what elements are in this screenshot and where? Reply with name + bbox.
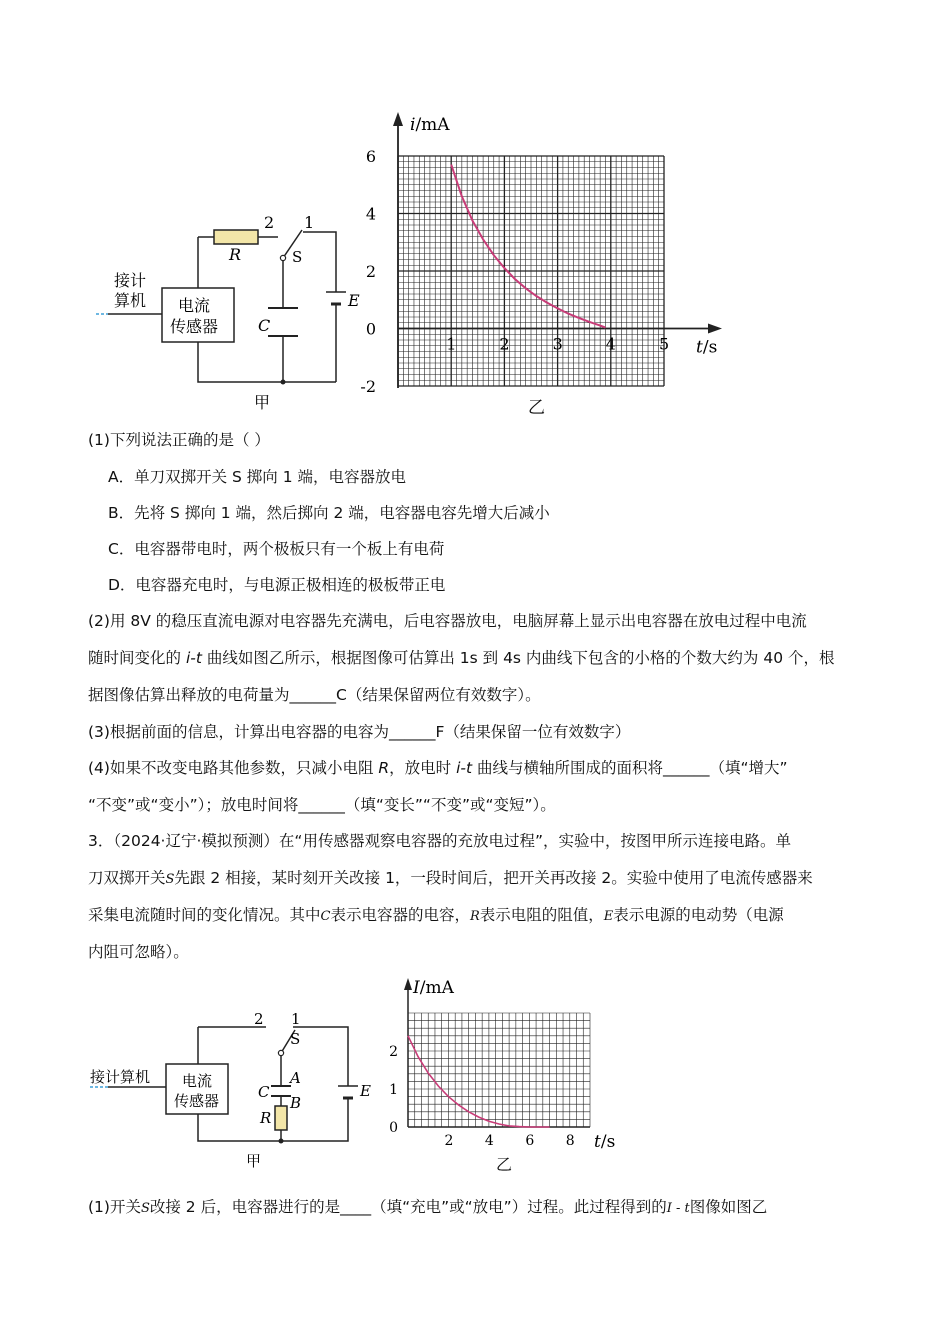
question-4-line-1: (4)如果不改变电路其他参数，只减小电阻 R，放电时 i-t 曲线与横轴所围成的面积将______（填“增大” [88, 759, 788, 777]
figure-caption-jia: 甲 [254, 393, 271, 412]
computer-label: 接计算机 [90, 1068, 151, 1086]
switch-label: S [290, 1030, 301, 1048]
emf-label: E [348, 291, 360, 310]
charge-current-graph [378, 975, 638, 1175]
terminal-1-label: 1 [291, 1010, 301, 1028]
option-c: C．电容器带电时，两个极板只有一个板上有电荷 [108, 540, 445, 558]
circuit-diagram-1 [88, 200, 378, 420]
circuit-diagram-2 [88, 1010, 378, 1175]
computer-label: 接计 [114, 271, 147, 290]
y-axis-label: I/mA [413, 978, 454, 998]
emf-label: E [360, 1082, 371, 1100]
x-tick-label: 1 [446, 334, 457, 354]
resistor-label: R [229, 245, 242, 264]
x-axis-label: t/s [696, 337, 718, 358]
resistor-icon [214, 230, 258, 244]
question-2-line-2: 随时间变化的 i-t 曲线如图乙所示，根据图像可估算出 1s 到 4s 内曲线下包含的小格的个数大约为 40 个，根 [88, 649, 835, 667]
terminal-2-label: 2 [264, 213, 275, 232]
sensor-label-2: 传感器 [174, 1092, 220, 1110]
y-tick-label: 0 [365, 319, 376, 339]
problem-3-line-4: 内阻可忽略）。 [88, 943, 189, 961]
option-a: A．单刀双掷开关 S 掷向 1 端，电容器放电 [108, 468, 407, 486]
resistor-label: R [260, 1109, 272, 1127]
figure-caption-yi: 乙 [528, 398, 545, 418]
y-tick-label: 4 [365, 204, 376, 224]
problem-3-question-1: (1)开关S改接 2 后，电容器进行的是____（填“充电”或“放电”）过程。此过程得到的I - t图像如图乙 [88, 1198, 768, 1216]
y-tick-label: -2 [360, 377, 376, 396]
problem-3-line-2: 刀双掷开关S先跟 2 相接，某时刻开关改接 1，一段时间后，把开关再改接 2。实验中使用了电流传感器来 [88, 869, 813, 887]
x-tick-label: 3 [552, 334, 563, 354]
capacitor-label: C [258, 1083, 270, 1101]
discharge-current-graph [360, 108, 730, 420]
y-tick-label: 2 [365, 262, 376, 281]
y-axis-arrow-icon [393, 112, 403, 126]
option-b: B．先将 S 掷向 1 端，然后掷向 2 端，电容器电容先增大后减小 [108, 504, 550, 522]
y-tick-label: 1 [389, 1082, 398, 1098]
resistor-icon [275, 1106, 287, 1130]
figure-caption-jia: 甲 [246, 1152, 262, 1170]
x-tick-label: 4 [605, 334, 616, 354]
x-tick-label: 5 [659, 334, 670, 354]
plate-a-label: A [290, 1069, 301, 1087]
x-axis-label: t/s [594, 1132, 616, 1152]
y-tick-label: 2 [389, 1044, 398, 1060]
y-axis-label: i/mA [410, 115, 450, 135]
problem-3-line-1: 3．（2024·辽宁·模拟预测）在“用传感器观察电容器的充放电过程”，实验中，按图甲所示连接电路。单 [88, 832, 791, 850]
x-axis-arrow-icon [708, 324, 722, 334]
x-tick-label: 4 [484, 1133, 494, 1149]
y-axis-arrow-icon [404, 978, 412, 990]
discharge-curve [451, 165, 605, 328]
y-tick-label: 0 [389, 1120, 398, 1136]
y-tick-label: 6 [365, 147, 376, 166]
sensor-label-2: 传感器 [170, 317, 219, 336]
sensor-label: 电流 [178, 296, 211, 315]
terminal-1-label: 1 [304, 213, 315, 232]
question-1-stem: (1)下列说法正确的是（ ） [88, 431, 270, 449]
problem-3-line-3: 采集电流随时间的变化情况。其中C表示电容器的电容，R表示电阻的阻值，E表示电源的电动势（电源 [88, 906, 784, 924]
figure-caption-yi: 乙 [496, 1155, 513, 1174]
computer-label-2: 算机 [114, 291, 147, 310]
question-2-line-1: (2)用 8V 的稳压直流电源对电容器先充满电，后电容器放电，电脑屏幕上显示出电容器在放电过程中电流 [88, 612, 807, 630]
option-d: D．电容器充电时，与电源正极相连的极板带正电 [108, 576, 446, 594]
x-tick-label: 2 [499, 334, 510, 354]
question-4-line-2: “不变”或“变小”）；放电时间将______（填“变长”“不变”或“变短”）。 [88, 796, 556, 814]
switch-label: S [292, 248, 303, 266]
x-tick-label: 8 [565, 1133, 575, 1149]
capacitor-label: C [258, 316, 271, 335]
x-tick-label: 6 [525, 1133, 535, 1149]
question-3: (3)根据前面的信息，计算出电容器的电容为______F（结果保留一位有效数字） [88, 723, 631, 741]
x-tick-label: 2 [444, 1133, 454, 1149]
sensor-label: 电流 [182, 1072, 213, 1090]
plate-b-label: B [290, 1094, 302, 1112]
terminal-2-label: 2 [254, 1010, 264, 1028]
question-2-line-3: 据图像估算出释放的电荷量为______C（结果保留两位有效数字）。 [88, 686, 541, 704]
